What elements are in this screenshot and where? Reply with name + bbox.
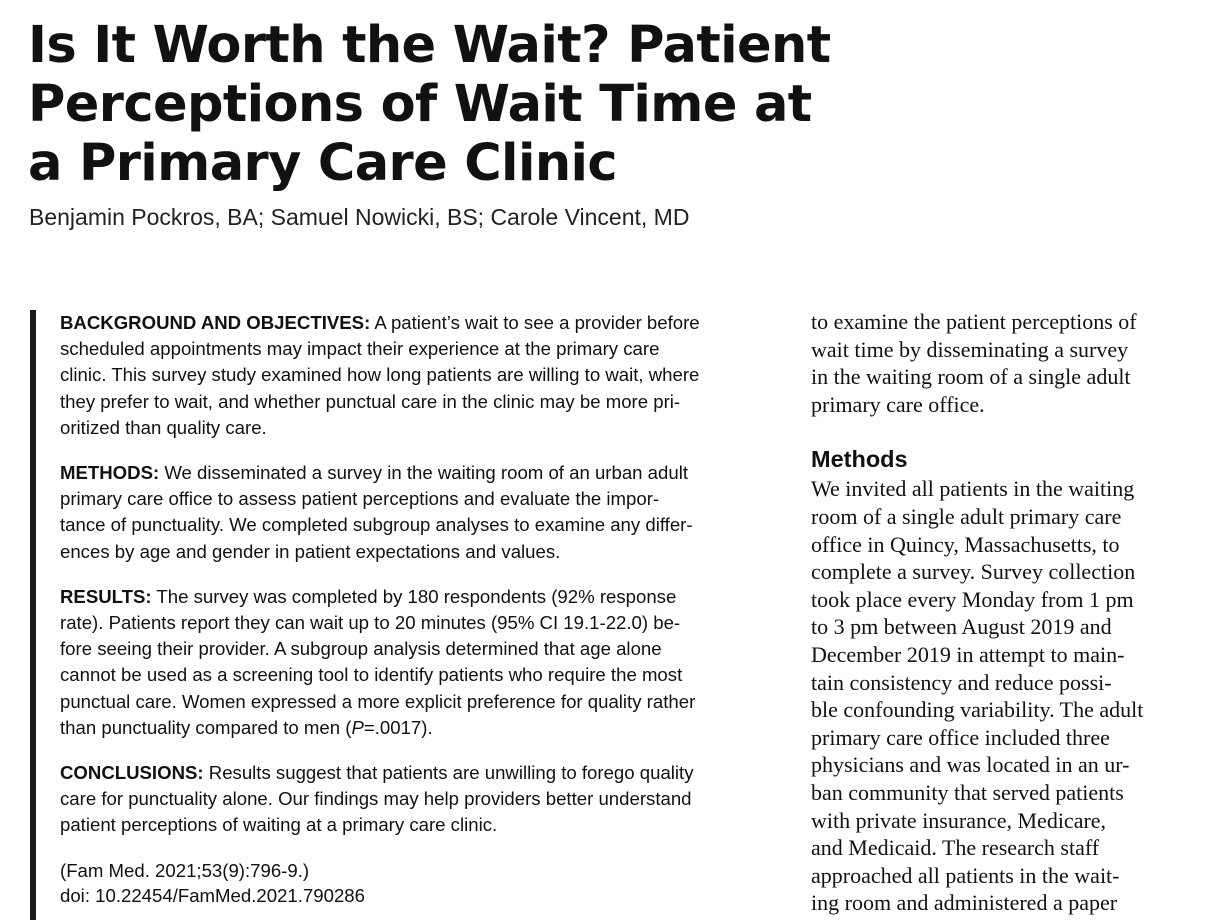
line-text: Results suggest that patients are unwilling to forego quality [203, 762, 694, 784]
body-line: We invited all patients in the waiting [811, 476, 1135, 502]
abstract-line [60, 715, 760, 741]
body-line: in the waiting room of a single adult [811, 364, 1131, 390]
body-column [811, 308, 1191, 917]
abstract-line: punctual care. Women expressed a more explicit preference for quality rather [60, 690, 696, 712]
line-text: than punctuality compared to men ( [60, 716, 352, 738]
abstract-line [60, 460, 760, 486]
methods-heading: Methods [811, 446, 908, 473]
title-line: Perceptions of Wait Time at [28, 75, 812, 134]
section-heading: BACKGROUND AND OBJECTIVES: [60, 312, 371, 333]
body-line: to 3 pm between August 2019 and [811, 614, 1112, 640]
line-text: The survey was completed by 180 respondents (92% response [151, 585, 677, 607]
abstract-conclusions [60, 760, 760, 839]
abstract-line: care for punctuality alone. Our findings may help providers better understand [60, 788, 692, 810]
abstract-line: clinic. This survey study examined how long patients are willing to wait, where [60, 364, 700, 386]
line-text: We disseminated a survey in the waiting room of an urban adult [159, 462, 689, 484]
abstract-line [60, 310, 760, 336]
title-line: Is It Worth the Wait? Patient [28, 16, 831, 75]
body-line: complete a survey. Survey collection [811, 559, 1136, 585]
author-list: Benjamin Pockros, BA; Samuel Nowicki, BS; Carole Vincent, MD [29, 204, 690, 230]
section-heading: CONCLUSIONS: [60, 762, 204, 784]
body-line: and Medicaid. The research staff [811, 835, 1100, 861]
body-line: ban community that served patients [811, 779, 1124, 805]
abstract-line: oritized than quality care. [60, 416, 267, 438]
abstract-line: rate). Patients report they can wait up to 20 minutes (95% CI 19.1-22.0) be- [60, 612, 681, 634]
body-line: physicians and was located in an ur- [811, 752, 1130, 778]
body-line: ble confounding variability. The adult [811, 697, 1144, 723]
body-line: primary care office. [811, 391, 985, 417]
abstract-line: fore seeing their provider. A subgroup analysis determined that age alone [60, 638, 662, 660]
section-heading: METHODS: [60, 462, 160, 484]
abstract-line [60, 584, 760, 610]
methods-paragraph [811, 475, 1191, 917]
doi-link[interactable]: doi: 10.22454/FamMed.2021.790286 [60, 884, 365, 906]
abstract-results [60, 584, 760, 741]
abstract-background [60, 310, 760, 441]
abstract-line: tance of punctuality. We completed subgroup analyses to examine any differ- [60, 514, 693, 536]
article-title [28, 16, 988, 193]
abstract-text [60, 310, 760, 908]
body-line: with private insurance, Medicare, [811, 807, 1107, 833]
body-line: ing room and administered a paper [811, 890, 1118, 916]
abstract-line: they prefer to wait, and whether punctual care in the clinic may be more pri- [60, 390, 681, 412]
body-line: approached all patients in the wait- [811, 862, 1120, 888]
abstract-line: scheduled appointments may impact their experience at the primary care [60, 338, 660, 360]
abstract-line: primary care office to assess patient perceptions and evaluate the impor- [60, 488, 660, 510]
abstract-line: patient perceptions of waiting at a primary care clinic. [60, 814, 498, 836]
line-text: A patient’s wait to see a provider before [370, 312, 700, 333]
intro-paragraph [811, 308, 1191, 418]
body-line: wait time by disseminating a survey [811, 336, 1129, 362]
abstract-line [60, 760, 760, 786]
body-line: primary care office included three [811, 724, 1110, 750]
body-line: room of a single adult primary care [811, 503, 1122, 529]
citation: (Fam Med. 2021;53(9):796-9.) [60, 859, 310, 881]
abstract-box [30, 310, 760, 920]
body-line: office in Quincy, Massachusetts, to [811, 531, 1120, 557]
abstract-line: cannot be used as a screening tool to identify patients who require the most [60, 664, 683, 686]
body-line: tain consistency and reduce possi- [811, 669, 1112, 695]
body-line: to examine the patient perceptions of [811, 309, 1137, 334]
line-text: =.0017). [363, 716, 433, 738]
body-line: took place every Monday from 1 pm [811, 586, 1134, 612]
abstract-methods [60, 460, 760, 565]
title-line: a Primary Care Clinic [28, 134, 618, 193]
abstract-line: ences by age and gender in patient expectations and values. [60, 540, 561, 562]
section-heading: RESULTS: [60, 585, 152, 607]
p-value-symbol: P [351, 716, 364, 738]
body-line: December 2019 in attempt to main- [811, 641, 1125, 667]
